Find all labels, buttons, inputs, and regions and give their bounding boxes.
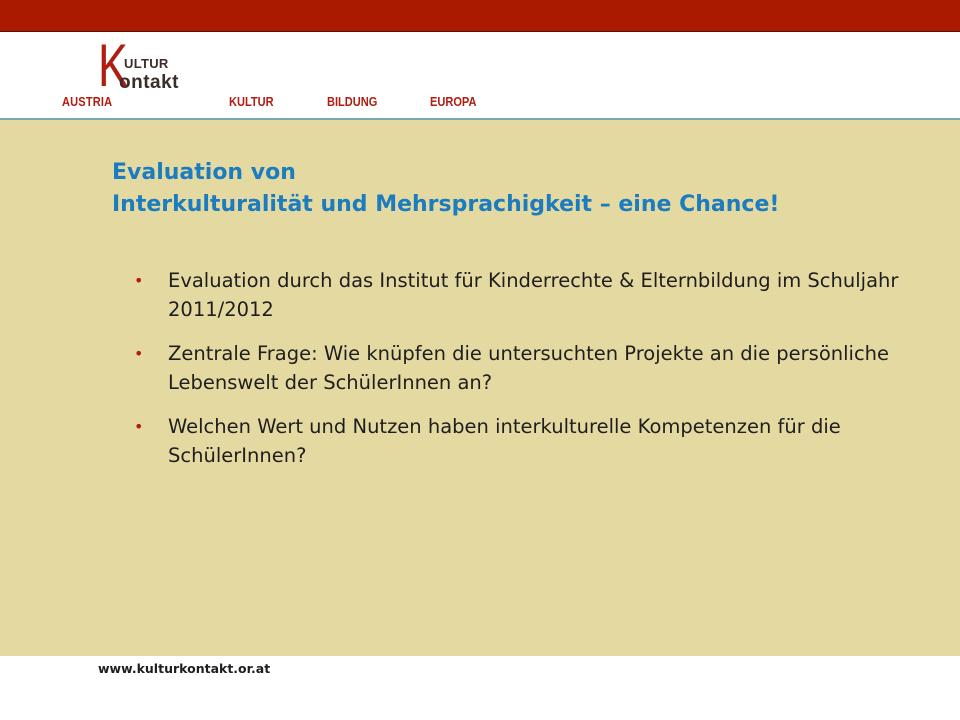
nav-bildung[interactable]: BILDUNG [327, 94, 378, 109]
nav-europa[interactable]: EUROPA [430, 94, 477, 109]
bullet-item [132, 339, 912, 397]
logo-kultur: ULTUR [124, 56, 169, 71]
slide-title [112, 157, 952, 221]
logo-ontakt: ontakt [119, 72, 179, 93]
bullet-text: Evaluation durch das Institut für Kinderrechte & Elternbildung im Schuljahr 2011/2012 [168, 269, 899, 321]
logo-austria: AUSTRIA [62, 94, 113, 109]
nav-kultur[interactable]: KULTUR [229, 94, 274, 109]
bullet-dot-icon: • [134, 417, 144, 436]
bullet-text: Zentrale Frage: Wie knüpfen die untersuchten Projekte an die persönliche Lebenswelt der SchülerInnen an? [168, 342, 890, 394]
logo-k: K [98, 32, 129, 99]
bullet-text: Welchen Wert und Nutzen haben interkulturelle Kompetenzen für die SchülerInnen? [168, 415, 841, 467]
top-bar [0, 0, 960, 32]
bullet-item [132, 412, 912, 470]
slide-title-line-2: Interkulturalität und Mehrsprachigkeit – eine Chance! [112, 192, 780, 217]
kulturkontakt-logo[interactable] [62, 32, 202, 113]
bullet-item [132, 266, 912, 324]
slide-title-line-1: Evaluation von [112, 160, 296, 185]
bullet-dot-icon: • [134, 271, 144, 290]
footer-url-link[interactable]: www.kulturkontakt.or.at [98, 661, 271, 676]
bullet-dot-icon: • [134, 344, 144, 363]
bullet-list [132, 266, 912, 485]
